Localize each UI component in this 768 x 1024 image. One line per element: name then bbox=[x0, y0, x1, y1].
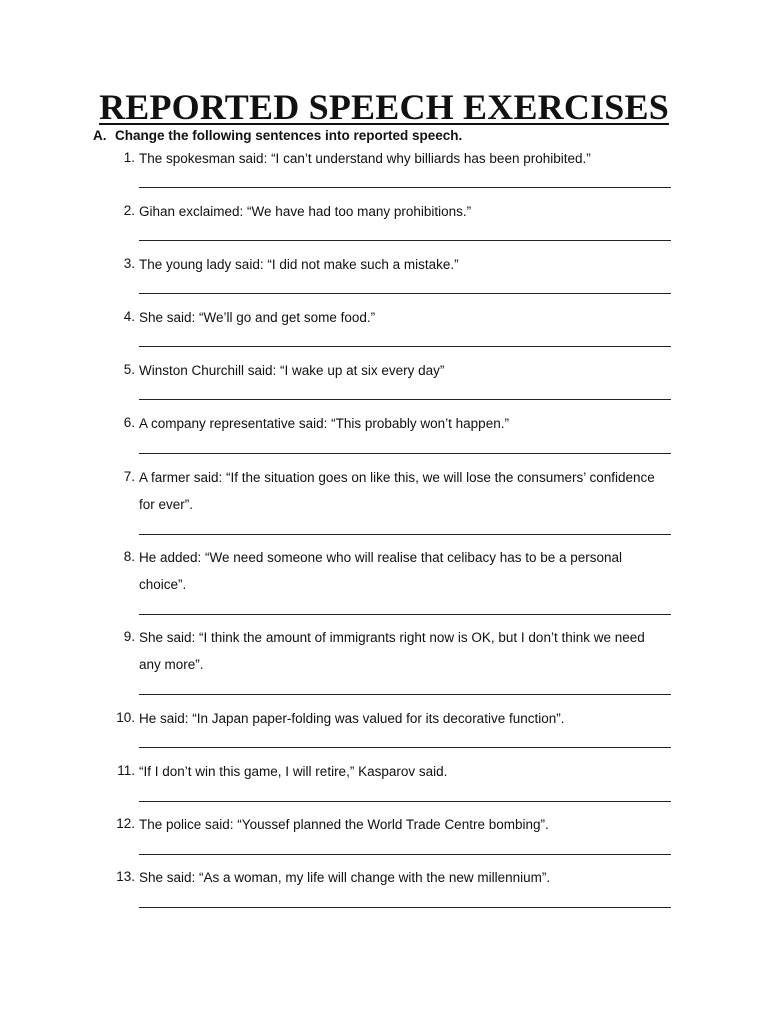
item-number: 1. bbox=[123, 150, 135, 165]
section-heading bbox=[93, 127, 462, 145]
item-sentence: A company representative said: “This probably won’t happen.” bbox=[139, 416, 509, 431]
item-number: 4. bbox=[123, 309, 135, 324]
item-sentence: Winston Churchill said: “I wake up at six every day” bbox=[139, 363, 445, 378]
page-title bbox=[0, 86, 768, 128]
answer-line[interactable] bbox=[139, 240, 671, 241]
item-number: 9. bbox=[123, 629, 135, 644]
answer-line[interactable] bbox=[139, 854, 671, 855]
answer-line[interactable] bbox=[139, 346, 671, 347]
answer-line[interactable] bbox=[139, 614, 671, 615]
item-number: 5. bbox=[123, 362, 135, 377]
item-number: 6. bbox=[123, 415, 135, 430]
item-number: 11. bbox=[117, 763, 135, 778]
item-sentence: The police said: “Youssef planned the World Trade Centre bombing”. bbox=[139, 817, 549, 832]
item-sentence: The spokesman said: “I can’t understand why billiards has been prohibited.” bbox=[139, 151, 591, 166]
answer-line[interactable] bbox=[139, 694, 671, 695]
item-number: 8. bbox=[123, 549, 135, 564]
item-sentence: “If I don’t win this game, I will retire,” Kasparov said. bbox=[139, 764, 448, 779]
answer-line[interactable] bbox=[139, 187, 671, 188]
answer-line[interactable] bbox=[139, 534, 671, 535]
answer-line[interactable] bbox=[139, 801, 671, 802]
item-sentence: Gihan exclaimed: “We have had too many prohibitions.” bbox=[139, 204, 472, 219]
item-sentence: He added: “We need someone who will realise that celibacy has to be a personal choice”. bbox=[139, 550, 623, 592]
section-instruction: Change the following sentences into reported speech. bbox=[115, 128, 463, 143]
item-sentence: She said: “As a woman, my life will change with the new millennium”. bbox=[139, 870, 551, 885]
answer-line[interactable] bbox=[139, 747, 671, 748]
item-sentence: The young lady said: “I did not make such a mistake.” bbox=[139, 257, 459, 272]
item-sentence: She said: “I think the amount of immigrants right now is OK, but I don’t think we need any more”. bbox=[139, 630, 645, 672]
item-sentence: He said: “In Japan paper-folding was valued for its decorative function”. bbox=[139, 711, 565, 726]
item-number: 7. bbox=[123, 469, 135, 484]
item-sentence: A farmer said: “If the situation goes on like this, we will lose the consumers’ confidence for ever”. bbox=[139, 470, 655, 512]
item-number: 2. bbox=[123, 203, 135, 218]
answer-line[interactable] bbox=[139, 399, 671, 400]
item-number: 3. bbox=[123, 256, 135, 271]
item-number: 13. bbox=[116, 869, 135, 884]
section-letter: A. bbox=[93, 128, 107, 143]
item-sentence: She said: “We’ll go and get some food.” bbox=[139, 310, 376, 325]
page-title-text: REPORTED SPEECH EXERCISES bbox=[99, 87, 669, 127]
item-number: 12. bbox=[116, 816, 135, 831]
answer-line[interactable] bbox=[139, 453, 671, 454]
answer-line[interactable] bbox=[139, 293, 671, 294]
item-number: 10. bbox=[116, 710, 135, 725]
answer-line[interactable] bbox=[139, 907, 671, 908]
